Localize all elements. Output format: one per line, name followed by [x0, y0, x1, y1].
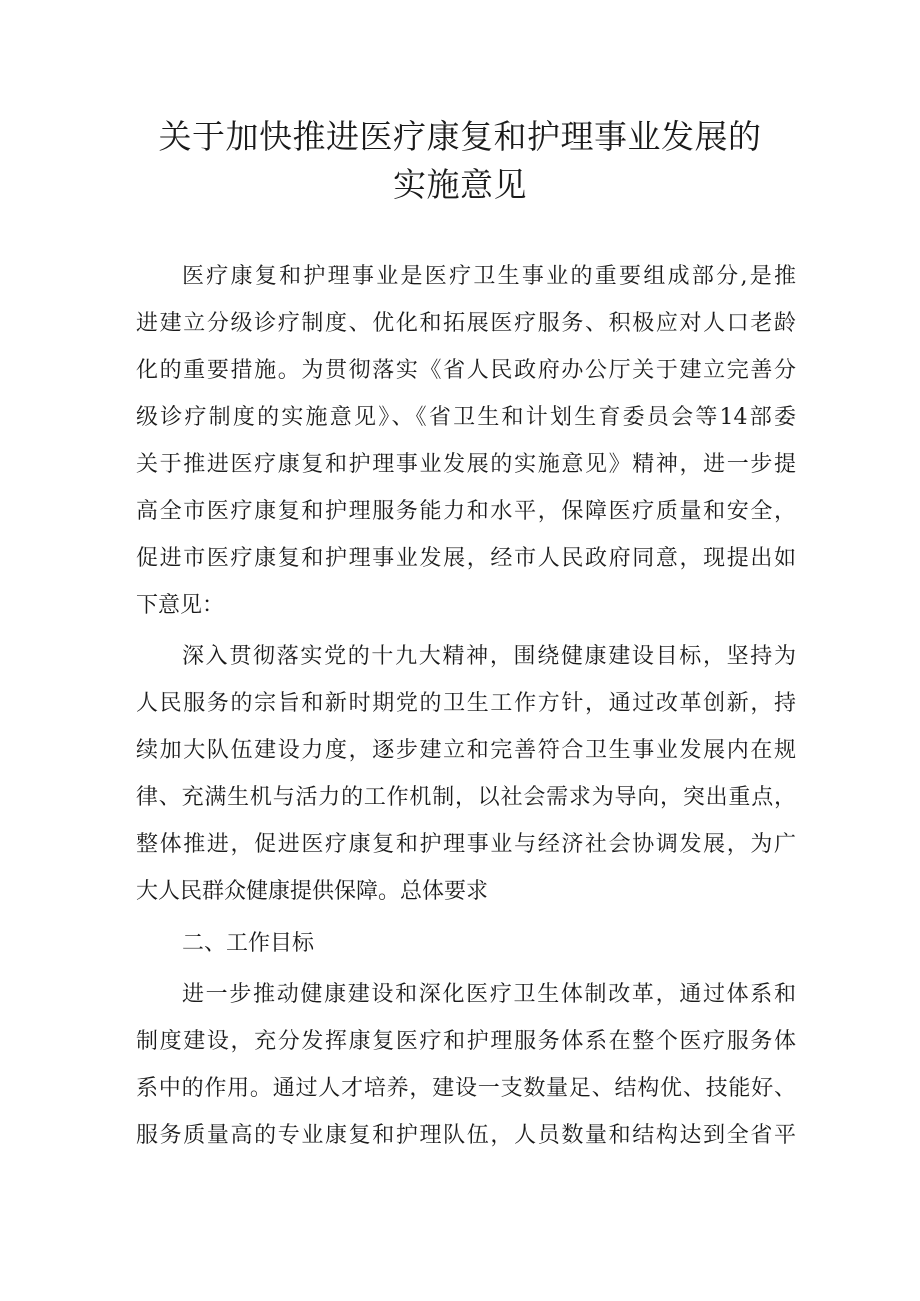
- document-title-line-2: 实施意见: [393, 165, 527, 204]
- paragraph-3-line-3: 系中的作用。通过人才培养，建设一支数量足、结构优、技能好、: [136, 1076, 796, 1101]
- paragraph-2-line-1: 深入贯彻落实党的十九大精神，围绕健康建设目标，坚持为: [182, 644, 796, 669]
- paragraph-3-line-1: 进一步推动健康建设和深化医疗卫生体制改革，通过体系和: [182, 982, 796, 1007]
- paragraph-2-line-4: 律、充满生机与活力的工作机制，以社会需求为导向，突出重点，: [136, 785, 796, 810]
- section-heading-work-goals: 二、工作目标: [182, 931, 315, 956]
- document-title-line-1: 关于加快推进医疗康复和护理事业发展的: [158, 117, 762, 156]
- paragraph-1-line-7: 促进市医疗康复和护理事业发展，经市人民政府同意，现提出如: [136, 546, 796, 571]
- paragraph-2-line-5: 整体推进，促进医疗康复和护理事业与经济社会协调发展，为广: [136, 832, 796, 857]
- paragraph-2-line-3: 续加大队伍建设力度，逐步建立和完善符合卫生事业发展内在规: [136, 738, 796, 763]
- paragraph-1-line-4: 级诊疗制度的实施意见》、《省卫生和计划生育委员会等14部委: [136, 405, 796, 430]
- paragraph-1-line-6: 高全市医疗康复和护理服务能力和水平，保障医疗质量和安全，: [136, 499, 796, 524]
- paragraph-1-line-2: 进建立分级诊疗制度、优化和拓展医疗服务、积极应对人口老龄: [136, 311, 796, 336]
- paragraph-1-line-5: 关于推进医疗康复和护理事业发展的实施意见》精神，进一步提: [136, 452, 796, 477]
- paragraph-1-line-3: 化的重要措施。为贯彻落实《省人民政府办公厅关于建立完善分: [136, 358, 796, 383]
- paragraph-2-line-6: 大人民群众健康提供保障。总体要求: [136, 879, 489, 904]
- paragraph-1-line-1: 医疗康复和护理事业是医疗卫生事业的重要组成部分,是推: [182, 264, 796, 289]
- paragraph-1-line-8: 下意见：: [136, 593, 225, 618]
- paragraph-3-line-2: 制度建设，充分发挥康复医疗和护理服务体系在整个医疗服务体: [136, 1029, 796, 1054]
- paragraph-2-line-2: 人民服务的宗旨和新时期党的卫生工作方针，通过改革创新，持: [136, 691, 796, 716]
- paragraph-3-line-4: 服务质量高的专业康复和护理队伍，人员数量和结构达到全省平: [136, 1123, 796, 1148]
